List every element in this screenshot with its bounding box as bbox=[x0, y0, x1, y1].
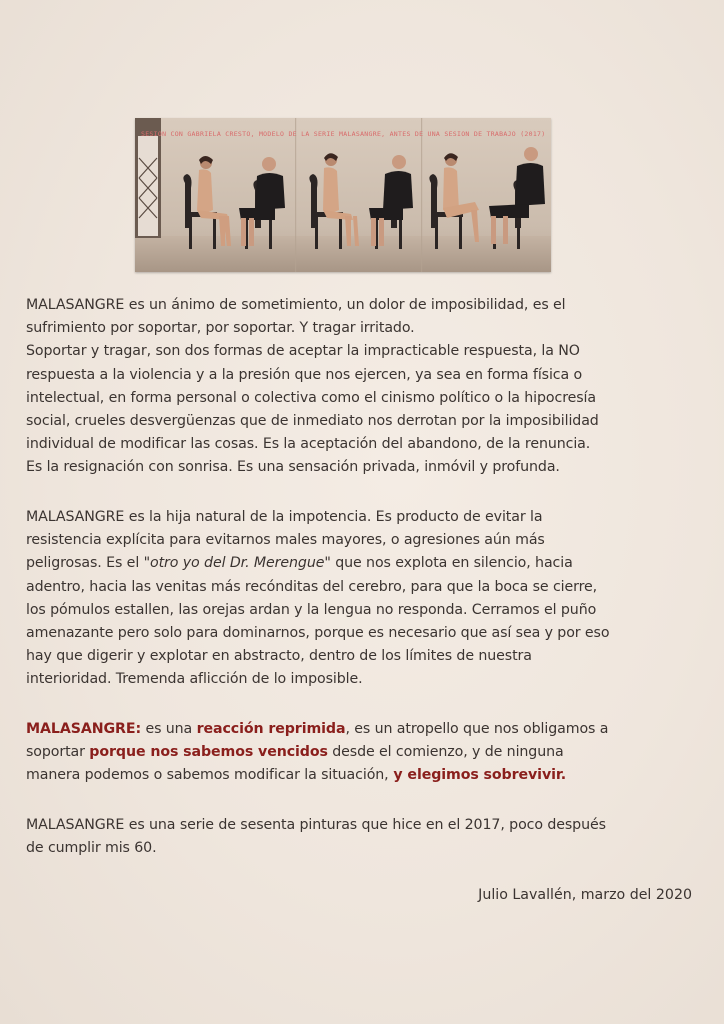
paragraph-2-line: amenazante pero solo para dominarnos, porque es necesario que así sea y por eso bbox=[26, 625, 610, 642]
paragraph-1-line: Soportar y tragar, son dos formas de aceptar la impracticable respuesta, la NO bbox=[26, 343, 580, 360]
paragraph-3-line bbox=[26, 764, 694, 787]
paragraph-1-line: MALASANGRE es un ánimo de sometimiento, un dolor de imposibilidad, es el bbox=[26, 297, 566, 313]
paragraph-2-line bbox=[26, 552, 694, 575]
photo-caption: SESION CON GABRIELA CRESTO, MODELO DE LA SERIE MALASANGRE, ANTES DE UNA SESION DE TRABAJO (2017) bbox=[141, 130, 546, 138]
paragraph-3-line bbox=[26, 718, 694, 741]
paragraph-1 bbox=[26, 294, 694, 480]
paragraph-4-line: de cumplir mis 60. bbox=[26, 840, 157, 857]
paragraph-2-line: hay que digerir y explotar en abstracto, dentro de los límites de nuestra bbox=[26, 648, 532, 665]
paragraph-2-text: " que nos explota en silencio, hacia bbox=[324, 555, 573, 572]
highlight-reaccion-reprimida: reacción reprimida bbox=[196, 721, 346, 737]
paragraph-1-line: individual de modificar las cosas. Es la aceptación del abandono, de la renuncia. bbox=[26, 436, 591, 453]
highlight-sobrevivir: y elegimos sobrevivir. bbox=[388, 767, 567, 784]
paragraph-2-line: los pómulos estallen, las orejas ardan y la lengua no responda. Cerramos el puño bbox=[26, 601, 597, 618]
malasangre-term: MALASANGRE: bbox=[26, 721, 142, 737]
paragraph-1-line: respuesta a la violencia y a la presión que nos ejercen, ya sea en forma física o bbox=[26, 366, 583, 383]
paragraph-2-line: interioridad. Tremenda aflicción de lo imposible. bbox=[26, 671, 363, 688]
paragraph-2-line: MALASANGRE es la hija natural de la impotencia. Es producto de evitar la bbox=[26, 509, 543, 525]
signature: Julio Lavallén, marzo del 2020 bbox=[478, 887, 692, 903]
paragraph-2-line: adentro, hacia las venitas más recónditas del cerebro, para que la boca se cierre, bbox=[26, 578, 598, 595]
paragraph-1-line: social, crueles desvergüenzas que de inmediato nos derrotan por la imposibilidad bbox=[26, 413, 599, 430]
paragraph-3-line bbox=[26, 741, 694, 764]
paragraph-1-line: Es la resignación con sonrisa. Es una sensación privada, inmóvil y profunda. bbox=[26, 459, 560, 476]
photo-triptych-image bbox=[135, 118, 551, 272]
paragraph-1-line: sufrimiento por soportar, por soportar. Y tragar irritado. bbox=[26, 320, 415, 337]
paragraph-2-text: peligrosas. Es el " bbox=[26, 555, 150, 572]
paragraph-3-text: manera podemos o sabemos modificar la situación, bbox=[26, 767, 389, 784]
paragraph-2-italic-phrase: otro yo del Dr. Merengue bbox=[150, 555, 325, 572]
paragraph-1-line: intelectual, en forma personal o colectiva como el cinismo político o la hipocresía bbox=[26, 389, 596, 406]
paragraph-2-line: resistencia explícita para evitarnos males mayores, o agresiones aún más bbox=[26, 532, 545, 549]
paragraph-4 bbox=[26, 814, 694, 860]
paragraph-3-text: , es un atropello que nos obligamos a bbox=[345, 721, 609, 737]
paragraph-3-text: soportar bbox=[26, 744, 90, 761]
photo-strip bbox=[135, 118, 551, 272]
paragraph-3-text: desde el comienzo, y de ninguna bbox=[327, 744, 564, 761]
paragraph-4-line: MALASANGRE es una serie de sesenta pinturas que hice en el 2017, poco después bbox=[26, 817, 606, 833]
paragraph-3 bbox=[26, 718, 694, 788]
paragraph-3-text: es una bbox=[141, 721, 197, 737]
highlight-vencidos: porque nos sabemos vencidos bbox=[89, 744, 328, 761]
paragraph-2 bbox=[26, 506, 694, 692]
